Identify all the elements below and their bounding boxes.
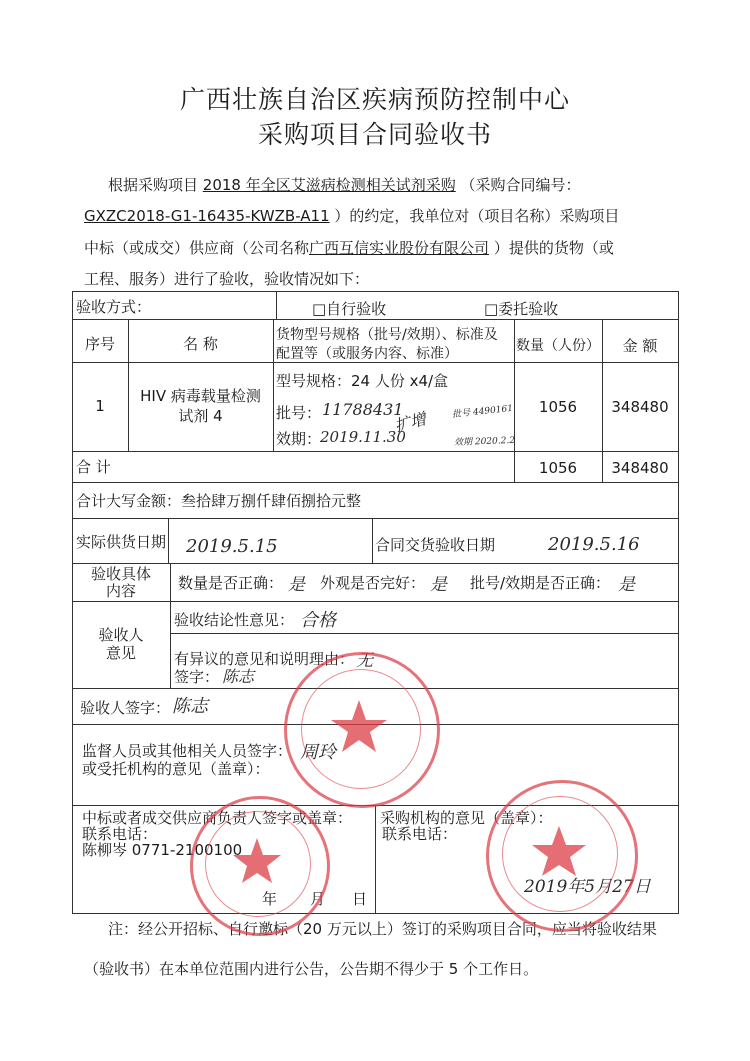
handwritten-added-batch: 扩增 — [392, 409, 429, 436]
row-qty: 1056 — [538, 398, 578, 416]
supplier-seal — [190, 796, 330, 936]
footnote-line-1: 注：经公开招标、自行邀标（20 万元以上）签订的采购项目合同，应当将验收结果 — [108, 920, 657, 938]
amount-in-words — [76, 490, 361, 511]
inspection-items-label-2: 内容 — [105, 582, 136, 600]
handwritten-batch-no: 11788431 — [322, 400, 404, 419]
actual-supply-date-label: 实际供货日期 — [76, 533, 167, 551]
intro-text: ）提供的货物（或 — [493, 239, 614, 257]
supervisor-line-1: 监督人员或其他相关人员签字： — [82, 742, 293, 760]
agency-line-1: 采购机构的意见（盖章）： — [380, 809, 553, 827]
acceptance-method-label: 验收方式： — [76, 298, 152, 316]
row-spec-model: 型号规格：24 人份 x4/盒 — [276, 372, 449, 390]
supplier-contact: 陈柳岑 0771-2100100 — [82, 841, 243, 859]
supervisor-signature: 周玲 — [300, 742, 336, 763]
batch-expiry-answer: 是 — [618, 575, 635, 595]
row-spec-expiry-label: 效期： — [276, 430, 322, 448]
option-self-acceptance[interactable]: □自行验收 — [312, 300, 387, 318]
actual-supply-date: 2019.5.15 — [186, 536, 278, 557]
supervisor-line-2: 或受托机构的意见（盖章）： — [82, 760, 270, 778]
seal-star-icon — [284, 652, 434, 802]
dispute-label: 有异议的意见和说明理由： — [174, 650, 355, 668]
inspection-items-label-1: 验收具体 — [90, 565, 151, 583]
intro-line-3 — [84, 241, 614, 256]
column-header-name: 名 称 — [183, 335, 218, 353]
column-header-spec-1: 货物型号规格（批号/效期）、标准及 — [276, 327, 498, 343]
column-header-seq: 序号 — [84, 335, 115, 353]
intro-line-4: 工程、服务）进行了验收，验收情况如下： — [84, 270, 370, 288]
option-entrusted-acceptance[interactable]: □委托验收 — [484, 300, 559, 318]
column-header-qty: 数量（人份） — [516, 338, 600, 354]
appearance-answer: 是 — [430, 575, 447, 595]
contract-number: GXZC2018-G1-16435-KWZB-A11 — [84, 207, 330, 225]
dispute-value: 无 — [356, 651, 373, 671]
handwritten-expiry: 2019.11.30 — [320, 428, 406, 446]
column-header-amount: 金 额 — [622, 337, 658, 355]
intro-text: 根据采购项目 — [108, 176, 199, 194]
row-spec-batch-label: 批号： — [276, 404, 322, 422]
agency-phone-label: 联系电话： — [382, 825, 458, 843]
intro-line-1 — [108, 178, 581, 193]
agency-seal — [486, 780, 638, 932]
amount-in-words-value: 叁拾肆万捌仟肆佰捌拾元整 — [181, 492, 362, 510]
intro-text: 中标（或成交）供应商（公司名称 — [84, 239, 310, 257]
seal-star-icon — [486, 780, 632, 926]
total-label: 合 计 — [76, 458, 111, 476]
row-name-2: 试剂 4 — [178, 407, 223, 425]
inspector-signature-label: 验收人签字： — [80, 699, 171, 717]
supplier-name: 广西互信实业股份有限公司 — [309, 239, 490, 257]
column-header-spec-2: 配置等（或服务内容、标准） — [276, 346, 458, 362]
inspector-opinion-label-1: 验收人 — [98, 626, 144, 644]
total-amount: 348480 — [611, 459, 669, 477]
intro-text: ）的约定，我单位对（项目名称）采购项目 — [334, 207, 620, 225]
conclusion-value: 合格 — [300, 610, 336, 631]
handwritten-batch-2: 批号 4490161 — [451, 403, 514, 421]
supplier-line-1: 中标或者成交供应商负责人签字或盖章： — [82, 809, 353, 827]
inspector-opinion-label-2: 意见 — [105, 644, 136, 662]
row-seq: 1 — [95, 397, 105, 415]
sign-signature: 陈志 — [222, 667, 255, 686]
supplier-day: 日 — [352, 890, 368, 908]
agency-date: 2019年5月27日 — [524, 877, 651, 897]
contract-delivery-date: 2019.5.16 — [548, 534, 640, 555]
contract-delivery-date-label: 合同交货验收日期 — [375, 536, 496, 554]
doc-title: 采购项目合同验收书 — [257, 120, 492, 149]
total-qty: 1056 — [538, 459, 578, 477]
intro-text: （采购合同编号： — [460, 176, 581, 194]
row-amount: 348480 — [611, 398, 669, 416]
conclusion-label: 验收结论性意见： — [174, 611, 295, 629]
project-name: 2018 年全区艾滋病检测相关试剂采购 — [202, 176, 456, 194]
row-name-1: HIV 病毒载量检测 — [140, 387, 261, 405]
handwritten-expiry-2: 效期 2020.2.2 — [453, 435, 516, 449]
appearance-label: 外观是否完好： — [320, 574, 426, 592]
intro-line-2 — [84, 209, 619, 224]
supplier-phone-label: 联系电话： — [82, 825, 158, 843]
supplier-year: 年 — [262, 890, 278, 908]
supplier-month: 月 — [310, 890, 326, 908]
inspector-signature: 陈志 — [172, 696, 208, 717]
batch-expiry-label: 批号/效期是否正确： — [470, 574, 611, 592]
qty-correct-answer: 是 — [288, 575, 305, 595]
cdc-seal — [284, 652, 440, 808]
seal-star-icon — [190, 796, 324, 930]
org-title: 广西壮族自治区疾病预防控制中心 — [179, 85, 570, 114]
footnote-line-2: （验收书）在本单位范围内进行公告，公告期不得少于 5 个工作日。 — [84, 960, 539, 978]
amount-in-words-label: 合计大写金额： — [76, 492, 182, 510]
qty-correct-label: 数量是否正确： — [178, 574, 284, 592]
sign-label: 签字： — [174, 668, 220, 686]
